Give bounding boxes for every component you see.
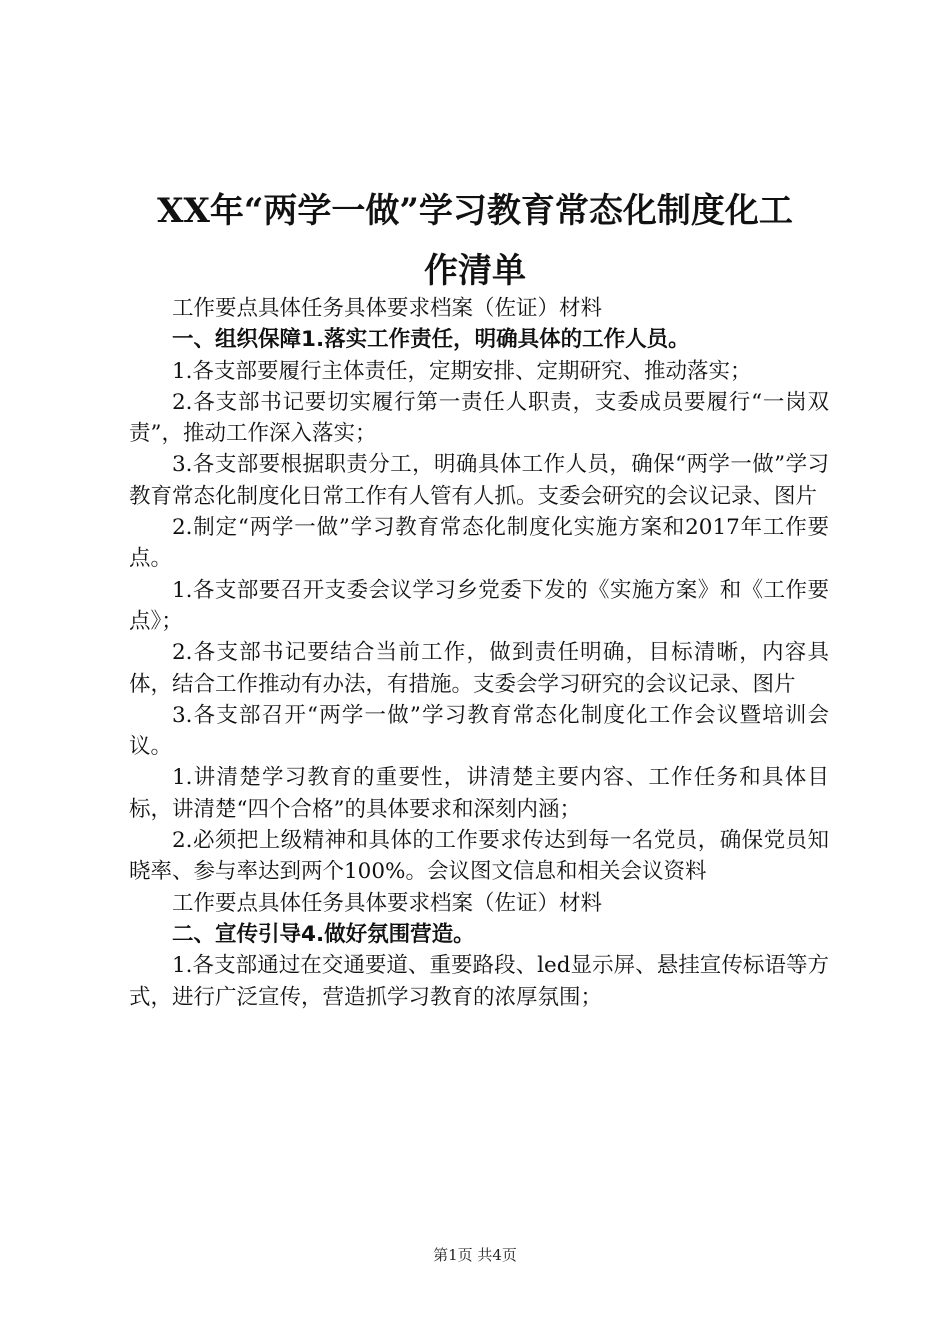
paragraph: 工作要点具体任务具体要求档案（佐证）材料 — [172, 296, 603, 321]
paragraph: 2.必须把上级精神和具体的工作要求传达到每一名党员，确保党员知晓率、参与率达到两个100%。会议图文信息和相关会议资料 — [129, 828, 829, 885]
paragraph: 3.各支部要根据职责分工，明确具体工作人员，确保“两学一做”学习教育常态化制度化日常工作有人管有人抓。支委会研究的会议记录、图片 — [129, 452, 829, 509]
paragraph: 2.制定“两学一做”学习教育常态化制度化实施方案和2017年工作要点。 — [129, 515, 829, 572]
section-heading: 二、宣传引导4.做好氛围营造。 — [172, 921, 475, 947]
paragraph: 1.各支部通过在交通要道、重要路段、led显示屏、悬挂宣传标语等方式，进行广泛宣传，营造抓学习教育的浓厚氛围； — [129, 953, 829, 1010]
paragraph: 3.各支部召开“两学一做”学习教育常态化制度化工作会议暨培训会议。 — [129, 702, 829, 760]
paragraph: 1.各支部要召开支委会议学习乡党委下发的《实施方案》和《工作要点》； — [129, 577, 829, 634]
page-footer: 第1页 共4页 — [433, 1246, 517, 1264]
paragraph: 1.讲清楚学习教育的重要性，讲清楚主要内容、工作任务和具体目标，讲清楚“四个合格”的具体要求和深刻内涵； — [129, 765, 829, 822]
section-heading: 一、组织保障1.落实工作责任，明确具体的工作人员。 — [172, 327, 690, 353]
paragraph: 工作要点具体任务具体要求档案（佐证）材料 — [172, 890, 603, 916]
document-title-line-2: 作清单 — [424, 251, 526, 291]
paragraph: 2.各支部书记要切实履行第一责任人职责，支委成员要履行“一岗双责”，推动工作深入落实； — [129, 389, 829, 447]
paragraph: 2.各支部书记要结合当前工作，做到责任明确，目标清晰，内容具体，结合工作推动有办法，有措施。支委会学习研究的会议记录、图片 — [129, 640, 829, 697]
document-title-line-1: XX年“两学一做”学习教育常态化制度化工 — [157, 191, 793, 231]
paragraph: 1.各支部要履行主体责任，定期安排、定期研究、推动落实； — [172, 358, 752, 384]
document-body — [129, 293, 829, 1013]
